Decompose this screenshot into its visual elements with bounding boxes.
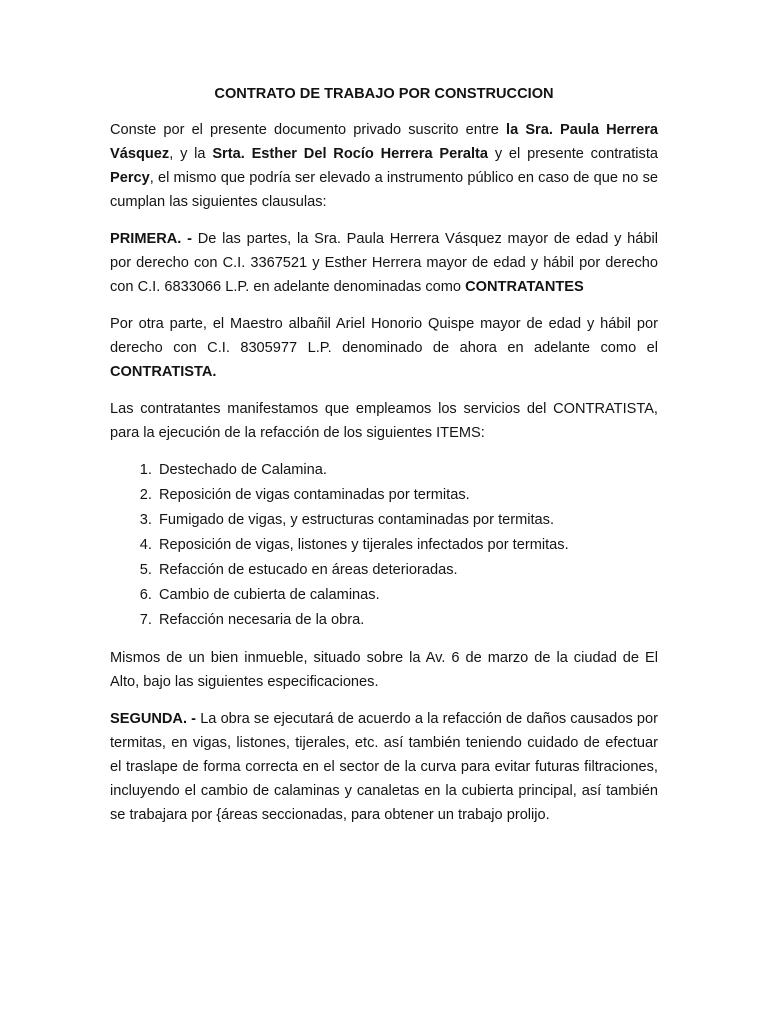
list-item: 1. Destechado de Calamina. <box>156 458 658 483</box>
list-item: 6. Cambio de cubierta de calaminas. <box>156 583 658 608</box>
inmueble-paragraph: Mismos de un bien inmueble, situado sobre la Av. 6 de marzo de la ciudad de El Alto, bajo las siguientes especificaciones. <box>110 650 658 690</box>
segunda-heading: SEGUNDA. - <box>110 711 197 727</box>
list-item: 3. Fumigado de vigas, y estructuras contaminadas por termitas. <box>156 508 658 533</box>
contractor-name: Percy <box>110 170 150 186</box>
party-1-name: la Sra. Paula Herrera Vásquez <box>110 122 658 162</box>
otra-parte-bold-end: CONTRATISTA. <box>110 364 217 380</box>
primera-text: De las partes, la Sra. Paula Herrera Vásquez mayor de edad y hábil por derecho con C.I. 3367521 y Esther Herrera mayor de edad y hábil por derecho con C.I. 6833066 L.P. en adelante denominadas como <box>110 231 658 295</box>
primera-heading: PRIMERA. - <box>110 231 192 247</box>
intro-text-3: y el presente contratista <box>488 146 658 162</box>
segunda-text: La obra se ejecutará de acuerdo a la refacción de daños causados por termitas, en vigas, listones, tijerales, etc. así también teniendo cuidado de efectuar el traslape de forma correcta en el sector de la curva para evitar futuras filtraciones, incluyendo el cambio de calaminas y canaletas en la cubierta principal, así también se trabajara por {áreas seccionadas, para obtener un trabajo prolijo. <box>110 711 659 823</box>
intro-text-4: , el mismo que podría ser elevado a instrumento público en caso de que no se cumplan las siguientes clausulas: <box>110 170 658 210</box>
primera-bold-end: CONTRATANTES <box>465 279 584 295</box>
list-item: 7. Refacción necesaria de la obra. <box>156 608 658 633</box>
segunda-clause <box>110 707 658 827</box>
intro-paragraph <box>110 118 658 214</box>
otra-parte-text: Por otra parte, el Maestro albañil Ariel Honorio Quispe mayor de edad y hábil por derecho con C.I. 8305977 L.P. denominado de ahora en adelante como el <box>110 316 658 356</box>
document-page <box>110 82 658 840</box>
document-title: CONTRATO DE TRABAJO POR CONSTRUCCION <box>214 86 554 102</box>
otra-parte-paragraph <box>110 312 658 384</box>
list-item: 4. Reposición de vigas, listones y tijerales infectados por termitas. <box>156 533 658 558</box>
party-2-name: Srta. Esther Del Rocío Herrera Peralta <box>212 146 489 162</box>
servicios-paragraph: Las contratantes manifestamos que empleamos los servicios del CONTRATISTA, para la ejecución de la refacción de los siguientes ITEMS: <box>110 401 658 441</box>
intro-text-2: , y la <box>169 146 213 162</box>
items-list <box>110 458 658 633</box>
intro-text-1: Conste por el presente documento privado suscrito entre <box>110 122 507 138</box>
list-item: 5. Refacción de estucado en áreas deterioradas. <box>156 558 658 583</box>
primera-clause <box>110 227 658 299</box>
list-item: 2. Reposición de vigas contaminadas por termitas. <box>156 483 658 508</box>
